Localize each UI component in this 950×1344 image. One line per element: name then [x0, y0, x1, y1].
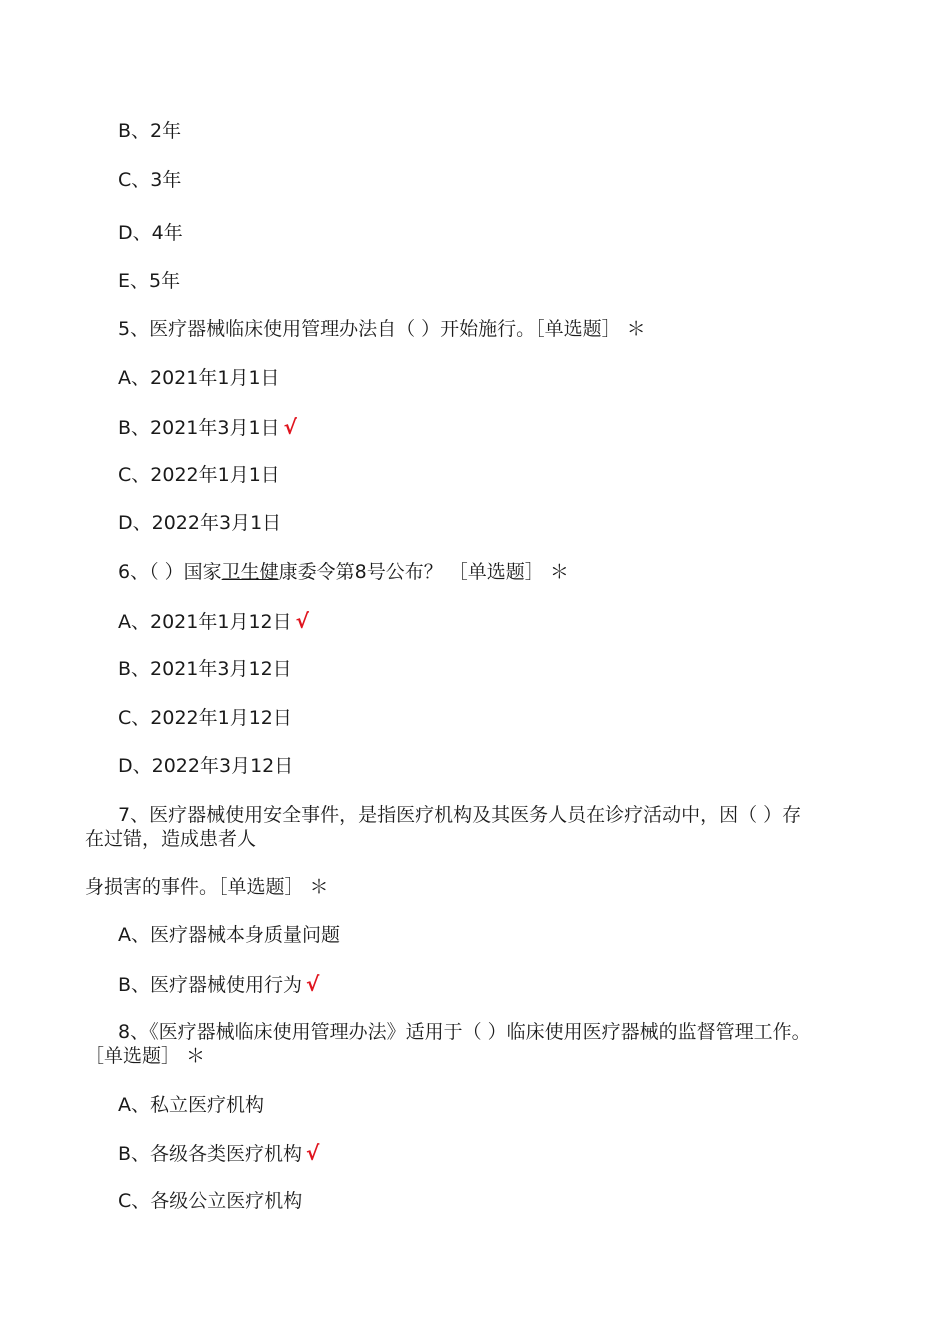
option-b-prev: B、2年	[118, 120, 182, 142]
q6-option-b: B、2021年3月12日	[118, 658, 292, 680]
q8-option-b-label: B、各级各类医疗机构	[118, 1143, 303, 1165]
question-7-line3: 身损害的事件。［单选题］ ＊	[85, 876, 329, 898]
correct-check-icon: √	[306, 1141, 320, 1165]
option-e-prev: E、5年	[118, 270, 181, 292]
question-6-pre: 6、（ ）国家	[118, 561, 222, 583]
question-7-line2: 在过错，造成患者人	[85, 828, 257, 850]
correct-check-icon: √	[306, 972, 320, 996]
q7-option-b-label: B、医疗器械使用行为	[118, 974, 303, 996]
q8-option-a: A、私立医疗机构	[118, 1094, 264, 1116]
question-6	[118, 560, 569, 584]
option-d-prev: D、4年	[118, 222, 183, 244]
q7-option-a: A、医疗器械本身质量问题	[118, 924, 340, 946]
q5-option-d: D、2022年3月1日	[118, 512, 282, 534]
option-c-prev: C、3年	[118, 169, 182, 191]
q5-option-b	[118, 415, 297, 440]
question-8-line1: 8、《医疗器械临床使用管理办法》适用于（ ）临床使用医疗器械的监督管理工作。	[118, 1021, 811, 1043]
question-5: 5、医疗器械临床使用管理办法自（ ）开始施行。［单选题］ ＊	[118, 318, 646, 340]
q8-option-b	[118, 1141, 319, 1166]
q5-option-c: C、2022年1月1日	[118, 464, 280, 486]
question-8-line2: ［单选题］ ＊	[85, 1045, 206, 1067]
q6-option-c: C、2022年1月12日	[118, 707, 292, 729]
q5-option-a: A、2021年1月1日	[118, 367, 280, 389]
q6-option-a-label: A、2021年1月12日	[118, 611, 292, 633]
correct-check-icon: √	[283, 415, 297, 439]
q5-option-b-label: B、2021年3月1日	[118, 417, 280, 439]
correct-check-icon: √	[295, 609, 309, 633]
q6-option-a	[118, 609, 309, 634]
q7-option-b	[118, 972, 319, 997]
q8-option-c: C、各级公立医疗机构	[118, 1190, 303, 1212]
question-6-post: 康委令第8号公布？ ［单选题］ ＊	[278, 561, 569, 583]
q6-option-d: D、2022年3月12日	[118, 755, 294, 777]
question-6-underlined: 卫生健	[221, 561, 279, 583]
question-7-line1: 7、医疗器械使用安全事件，是指医疗机构及其医务人员在诊疗活动中，因（ ）存	[118, 804, 802, 826]
